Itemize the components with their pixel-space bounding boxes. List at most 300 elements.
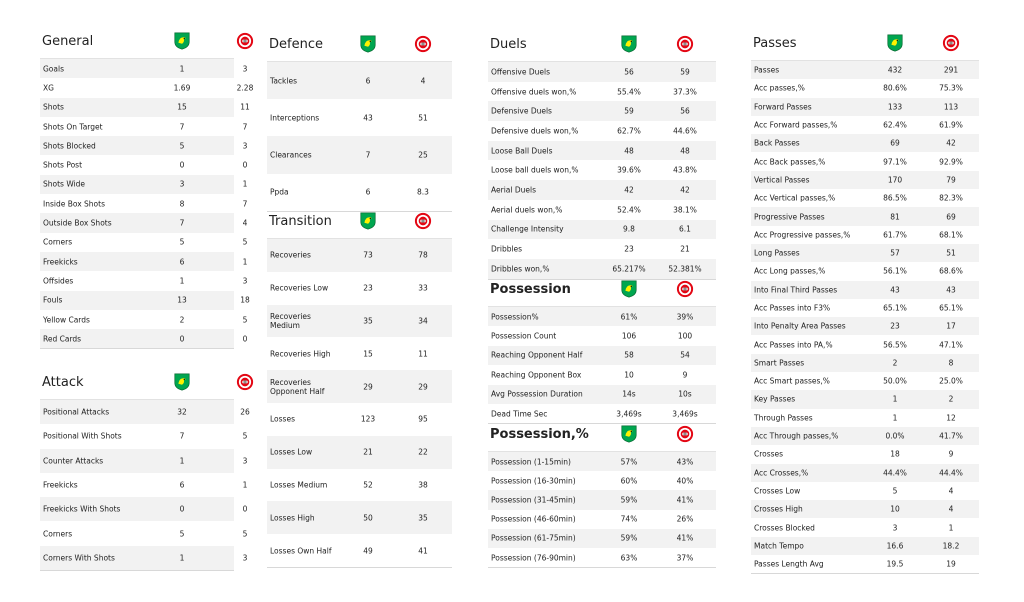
attack-panel [40, 373, 250, 571]
stat-row [488, 62, 716, 82]
stat-row [751, 61, 979, 79]
stat-label: Ppda [270, 187, 289, 197]
stat-label: Offsides [43, 276, 74, 286]
away-value: 4 [242, 218, 248, 228]
stat-row [267, 370, 452, 403]
home-value: 0 [179, 504, 185, 514]
stat-label: Challenge Intensity [491, 224, 564, 234]
stat-row [40, 546, 248, 570]
away-value: 43.8% [673, 165, 697, 175]
home-value: 106 [621, 331, 637, 341]
stat-row [40, 291, 250, 310]
home-value: 43 [363, 113, 373, 123]
away-value: 2 [948, 394, 954, 404]
away-value: 3 [242, 553, 248, 563]
stat-label: Passes [754, 65, 780, 75]
stat-label: Crosses High [754, 504, 803, 514]
away-value: 26 [240, 407, 250, 417]
home-value: 1.69 [173, 83, 191, 93]
stat-label: Counter Attacks [43, 456, 104, 466]
away-value: 82.3% [939, 193, 963, 203]
home-value: 56 [624, 67, 634, 77]
stat-row [488, 160, 716, 180]
stat-row [40, 329, 248, 348]
home-value: 23 [624, 244, 634, 254]
bee-roundel-icon [942, 34, 960, 52]
home-value: 35 [363, 316, 373, 326]
home-value: 10 [890, 504, 900, 514]
home-value: 1 [892, 394, 898, 404]
away-value: 5 [242, 431, 248, 441]
stat-row [267, 534, 452, 567]
away-value: 10s [678, 389, 692, 399]
away-value: 44.4% [939, 468, 963, 478]
away-value: 25.0% [939, 376, 963, 386]
stat-row [488, 490, 716, 509]
stat-label: Crosses Low [754, 486, 801, 496]
stat-row [267, 469, 452, 502]
stat-label: Interceptions [270, 113, 320, 123]
home-value: 59% [620, 495, 638, 505]
stat-row [488, 510, 716, 529]
canary-shield-icon [886, 34, 904, 52]
away-value: 52.381% [668, 264, 702, 274]
section-header [488, 425, 716, 452]
home-value: 69 [890, 138, 900, 148]
stat-label: Freekicks [43, 257, 78, 267]
stat-label: Corners With Shots [43, 553, 115, 563]
home-value: 6 [179, 480, 185, 490]
away-value: 65.1% [939, 303, 963, 313]
away-value: 38.1% [673, 205, 697, 215]
home-value: 7 [365, 150, 371, 160]
stat-row [40, 155, 248, 174]
home-value: 23 [363, 283, 373, 293]
home-value: 1 [179, 553, 185, 563]
away-value: 21 [680, 244, 690, 254]
stat-row [751, 317, 979, 335]
stat-row [488, 471, 716, 490]
home-value: 7 [179, 218, 185, 228]
stat-label: Back Passes [754, 138, 800, 148]
stat-row [40, 449, 248, 473]
home-value: 10 [624, 370, 634, 380]
stat-row [267, 174, 452, 211]
bee-roundel-icon [676, 280, 694, 298]
stat-label: Loose Ball Duels [491, 146, 553, 156]
stat-label: Aerial duels won,% [491, 205, 563, 215]
stat-row [267, 337, 452, 370]
stat-label: Match Tempo [754, 541, 804, 551]
home-value: 16.6 [886, 541, 904, 551]
possession-panel [488, 280, 716, 424]
home-value: 56.1% [883, 266, 907, 276]
section-title: Possession [490, 282, 571, 297]
away-value: 11 [240, 102, 250, 112]
away-value: 68.1% [939, 230, 963, 240]
stat-label: Positional With Shots [43, 431, 122, 441]
away-value: 3 [242, 64, 248, 74]
away-value: 48 [680, 146, 690, 156]
home-value: 86.5% [883, 193, 907, 203]
home-value: 1 [179, 276, 185, 286]
away-value: 5 [242, 315, 248, 324]
stat-row [751, 226, 979, 244]
home-value: 2 [179, 315, 185, 324]
stat-label: Losses Own Half [270, 546, 332, 556]
stat-row [751, 98, 979, 116]
away-value: 75.3% [939, 83, 963, 93]
stat-label: Losses Low [270, 447, 313, 457]
home-value: 7 [179, 122, 185, 132]
home-value: 3 [179, 179, 185, 189]
section-header [488, 35, 716, 62]
stat-label: Long Passes [754, 248, 800, 258]
home-value: 57 [890, 248, 900, 258]
stat-label: Key Passes [754, 394, 796, 404]
home-value: 52.4% [617, 205, 641, 215]
away-value: 41% [676, 533, 694, 543]
stat-row [751, 152, 979, 170]
home-value: 60% [620, 476, 638, 486]
away-value: 43% [676, 457, 694, 467]
stat-label: Offensive duels won,% [491, 87, 577, 97]
stat-label: Red Cards [43, 334, 82, 344]
stat-row [40, 78, 254, 97]
stat-row [267, 403, 452, 436]
away-value: 3 [242, 141, 248, 151]
stat-row [40, 175, 248, 194]
home-value: 74% [620, 514, 638, 524]
away-value: 29 [418, 382, 428, 392]
away-value: 18.2 [942, 541, 960, 551]
home-value: 7 [179, 431, 185, 441]
stat-row [488, 239, 716, 259]
stat-row [488, 307, 716, 326]
away-value: 42 [680, 185, 690, 195]
stat-row [751, 189, 979, 207]
away-value: 17 [946, 321, 956, 331]
stat-label: Forward Passes [754, 102, 812, 112]
stat-label: Progressive Passes [754, 212, 825, 222]
stat-label: Possession% [491, 312, 539, 322]
section-header [267, 35, 452, 62]
home-value: 61% [620, 312, 638, 322]
stat-row [488, 365, 716, 384]
stats-table [40, 59, 254, 349]
stat-label: Acc Smart passes,% [754, 376, 830, 386]
bee-roundel-icon [414, 35, 432, 53]
stat-label: Dribbles won,% [491, 264, 550, 274]
home-value: 62.4% [883, 120, 907, 130]
stat-row [40, 473, 248, 497]
home-value: 5 [892, 486, 898, 496]
duels-panel [488, 35, 716, 280]
stat-row [40, 194, 248, 213]
section-title: General [42, 34, 94, 49]
home-value: 52 [363, 480, 373, 490]
away-value: 100 [677, 331, 693, 341]
home-value: 81 [890, 212, 900, 222]
home-value: 42 [624, 185, 634, 195]
away-value: 4 [948, 504, 954, 514]
stat-row [488, 180, 716, 200]
home-value: 6 [179, 257, 185, 267]
stat-row [751, 134, 979, 152]
stats-table [267, 62, 452, 212]
away-value: 51 [418, 113, 428, 123]
away-value: 19 [946, 559, 956, 569]
away-value: 38 [418, 480, 428, 490]
stats-table [267, 239, 452, 568]
section-header [40, 32, 234, 59]
away-value: 68.6% [939, 266, 963, 276]
stat-label: Dribbles [491, 244, 523, 254]
stat-row [751, 79, 979, 97]
away-value: 6.1 [679, 224, 691, 234]
stat-label: Tackles [270, 76, 298, 86]
stat-label: Acc Crosses,% [754, 468, 809, 478]
canary-shield-icon [620, 425, 638, 443]
away-value: 291 [943, 65, 959, 75]
away-value: 43 [946, 285, 956, 295]
away-value: 1 [242, 480, 248, 490]
home-value: 18 [890, 449, 900, 459]
stat-label: Shots Blocked [43, 141, 96, 151]
stat-label: Recoveries [270, 250, 311, 260]
home-value: 44.4% [883, 468, 907, 478]
away-value: 26% [676, 514, 694, 524]
home-value: 14s [622, 389, 636, 399]
home-value: 5 [179, 237, 185, 247]
section-header [751, 34, 979, 61]
section-header [40, 373, 234, 400]
stat-row [488, 101, 716, 121]
home-value: 48 [624, 146, 634, 156]
stat-label: Aerial Duels [491, 185, 536, 195]
stat-row [488, 529, 716, 548]
stat-label: Recoveries High [270, 349, 331, 359]
stat-label: Passes Length Avg [754, 559, 824, 569]
home-value: 133 [887, 102, 903, 112]
home-value: 43 [890, 285, 900, 295]
home-value: 58 [624, 350, 634, 360]
home-value: 50 [363, 513, 373, 523]
stat-label: Reaching Opponent Box [491, 370, 582, 380]
away-value: 56 [680, 106, 690, 116]
home-value: 1 [892, 413, 898, 423]
away-value: 7 [242, 199, 248, 209]
stats-table [488, 452, 716, 568]
home-value: 39.6% [617, 165, 641, 175]
stat-label: Recoveries Medium [270, 311, 311, 330]
stat-label: Dead Time Sec [491, 409, 548, 419]
stat-row [751, 555, 979, 573]
stat-row [40, 213, 248, 232]
stat-label: Loose ball duels won,% [491, 165, 579, 175]
home-value: 8 [179, 199, 185, 209]
general-panel [40, 32, 254, 349]
stat-label: Shots Wide [43, 179, 86, 189]
stats-table [488, 62, 716, 280]
home-value: 1 [179, 64, 185, 74]
stat-label: Recoveries Opponent Half [270, 377, 325, 396]
away-value: 41.7% [939, 431, 963, 441]
bee-roundel-icon [236, 32, 254, 50]
away-value: 9 [682, 370, 688, 380]
canary-shield-icon [173, 32, 191, 50]
stat-row [40, 233, 248, 252]
stat-row [751, 354, 979, 372]
stat-row [267, 136, 452, 173]
stat-label: Corners [43, 529, 73, 539]
home-value: 15 [363, 349, 373, 359]
stat-row [40, 136, 248, 155]
home-value: 3 [892, 523, 898, 533]
home-value: 61.7% [883, 230, 907, 240]
stat-label: Goals [43, 64, 64, 74]
stat-label: Possession (31-45min) [491, 495, 576, 505]
away-value: 1 [242, 179, 248, 189]
stat-label: Positional Attacks [43, 407, 110, 417]
away-value: 51 [946, 248, 956, 258]
stat-label: Possession (16-30min) [491, 476, 576, 486]
stat-label: Yellow Cards [43, 315, 90, 324]
stat-label: Defensive Duels [491, 106, 552, 116]
stat-row [488, 141, 716, 161]
stat-row [40, 117, 248, 136]
home-value: 6 [365, 76, 371, 86]
home-value: 5 [179, 141, 185, 151]
away-value: 92.9% [939, 157, 963, 167]
away-value: 11 [418, 349, 428, 359]
home-value: 15 [177, 102, 187, 112]
possession-pct-panel [488, 425, 716, 568]
away-value: 39% [676, 312, 694, 322]
stat-row [267, 239, 452, 272]
away-value: 61.9% [939, 120, 963, 130]
away-value: 69 [946, 212, 956, 222]
away-value: 5 [242, 529, 248, 539]
stat-label: Shots [43, 102, 64, 112]
stat-label: Possession (76-90min) [491, 553, 576, 563]
stat-row [488, 82, 716, 102]
away-value: 3,469s [672, 409, 698, 419]
bee-roundel-icon [676, 425, 694, 443]
stat-row [751, 299, 979, 317]
stat-row [267, 62, 452, 99]
section-title: Transition [269, 214, 332, 229]
away-value: 9 [948, 449, 954, 459]
stat-row [40, 424, 248, 448]
away-value: 37% [676, 553, 694, 563]
stat-label: Defensive duels won,% [491, 126, 579, 136]
stat-row [267, 501, 452, 534]
stat-row [488, 220, 716, 240]
section-title: Possession,% [490, 427, 589, 442]
section-title: Duels [490, 37, 527, 52]
away-value: 40% [676, 476, 694, 486]
away-value: 7 [242, 122, 248, 132]
stat-label: Acc Through passes,% [754, 431, 839, 441]
stat-row [751, 390, 979, 408]
stat-row [40, 98, 250, 117]
home-value: 0 [179, 160, 185, 170]
home-value: 13 [177, 295, 187, 305]
home-value: 432 [887, 65, 903, 75]
away-value: 95 [418, 414, 428, 424]
away-value: 37.3% [673, 87, 697, 97]
stat-row [751, 171, 979, 189]
away-value: 44.6% [673, 126, 697, 136]
away-value: 0 [242, 504, 248, 514]
stat-label: Freekicks With Shots [43, 504, 121, 514]
home-value: 0 [179, 334, 185, 344]
home-value: 1 [179, 456, 185, 466]
home-value: 49 [363, 546, 373, 556]
stat-label: Avg Possession Duration [491, 389, 583, 399]
stat-row [40, 400, 250, 424]
stat-label: Shots Post [43, 160, 83, 170]
away-value: 42 [946, 138, 956, 148]
stat-row [488, 385, 716, 404]
stat-label: Inside Box Shots [43, 199, 105, 209]
home-value: 55.4% [617, 87, 641, 97]
away-value: 8 [948, 358, 954, 368]
stat-row [40, 252, 248, 271]
away-value: 33 [418, 283, 428, 293]
stat-label: Corners [43, 237, 73, 247]
away-value: 3 [242, 276, 248, 286]
stat-row [751, 482, 979, 500]
stat-label: Losses Medium [270, 480, 328, 490]
away-value: 12 [946, 413, 956, 423]
away-value: 78 [418, 250, 428, 260]
stat-label: Through Passes [754, 413, 813, 423]
stat-row [751, 464, 979, 482]
stat-row [751, 518, 979, 536]
stat-row [267, 272, 452, 305]
stat-row [751, 116, 979, 134]
stat-row [267, 99, 452, 136]
stat-label: Losses High [270, 513, 315, 523]
away-value: 113 [943, 102, 959, 112]
home-value: 6 [365, 187, 371, 197]
stat-row [751, 372, 979, 390]
away-value: 3 [242, 456, 248, 466]
section-header [267, 212, 452, 239]
canary-shield-icon [359, 212, 377, 230]
home-value: 3,469s [616, 409, 642, 419]
stat-label: Acc passes,% [754, 83, 805, 93]
away-value: 59 [680, 67, 690, 77]
stat-row [751, 262, 979, 280]
defence-panel [267, 35, 452, 212]
away-value: 5 [242, 237, 248, 247]
home-value: 23 [890, 321, 900, 331]
away-value: 1 [948, 523, 954, 533]
home-value: 170 [887, 175, 903, 185]
stat-label: Possession (61-75min) [491, 533, 576, 543]
stat-label: Acc Back passes,% [754, 157, 826, 167]
bee-roundel-icon [676, 35, 694, 53]
stat-label: Acc Forward passes,% [754, 120, 838, 130]
stat-label: Offensive Duels [491, 67, 551, 77]
bee-roundel-icon [414, 212, 432, 230]
away-value: 47.1% [939, 340, 963, 350]
away-value: 41 [418, 546, 428, 556]
stat-label: Recoveries Low [270, 283, 329, 293]
